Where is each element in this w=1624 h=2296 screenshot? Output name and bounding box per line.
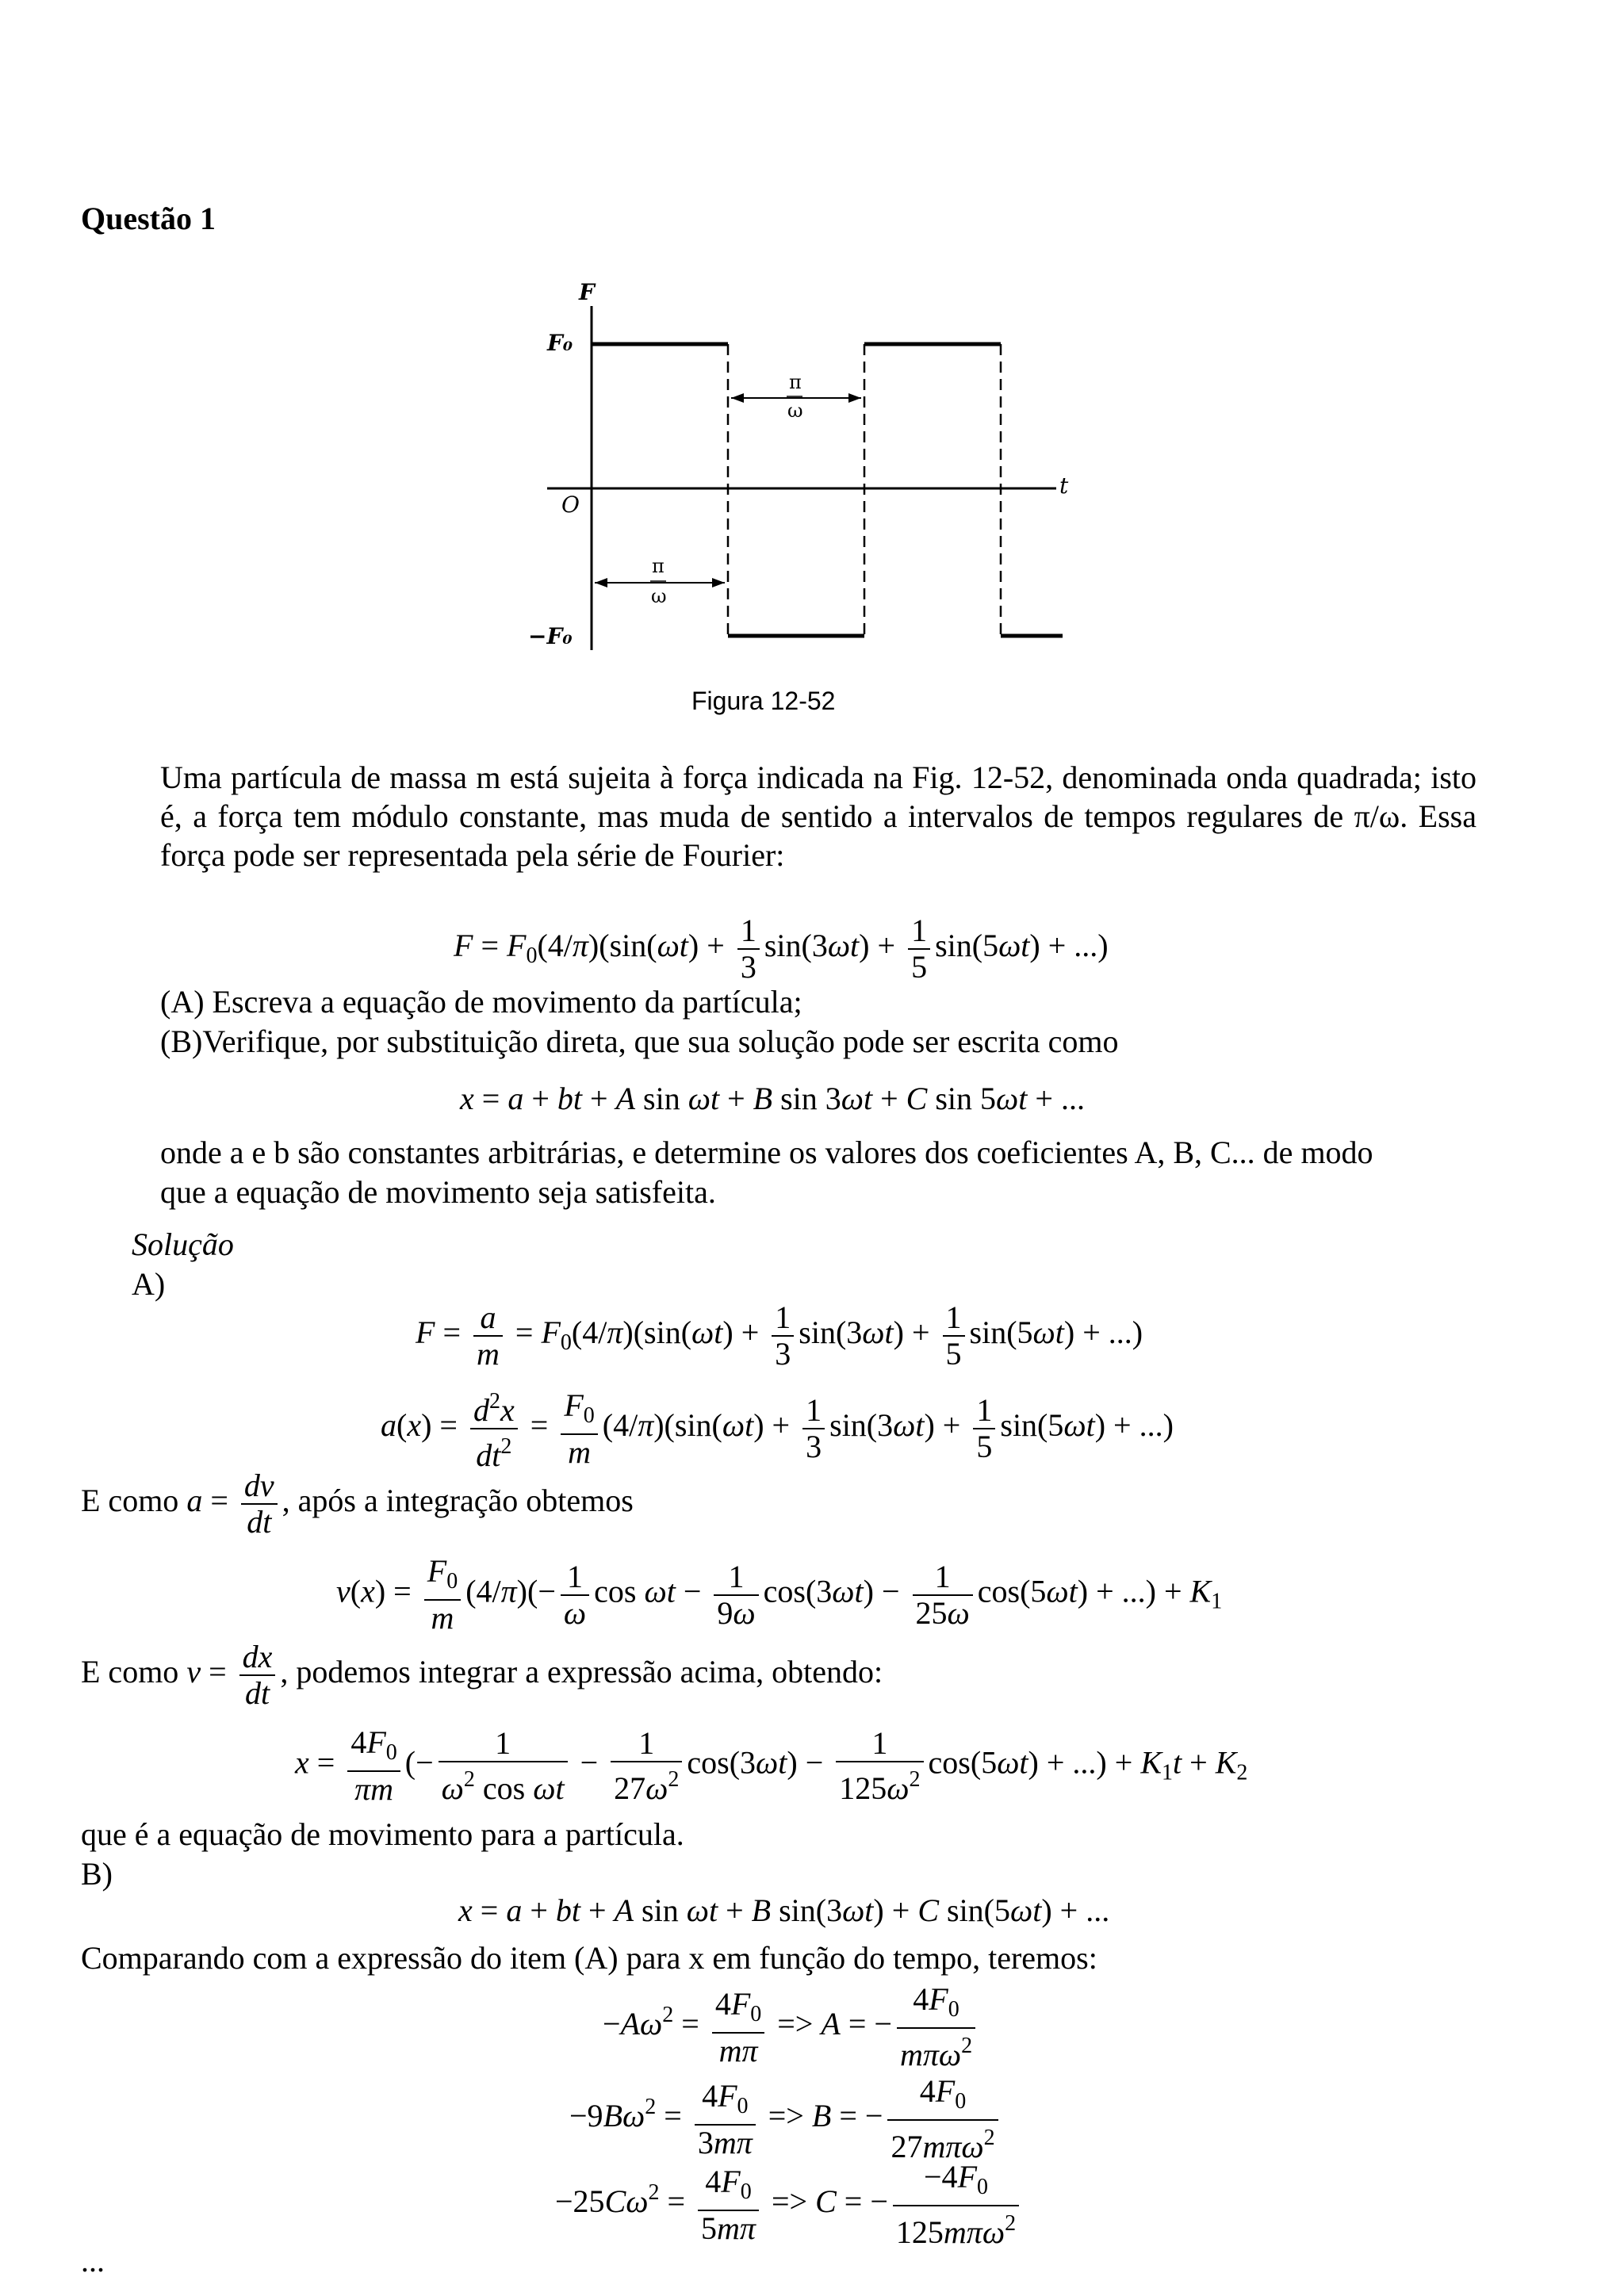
solution-label: Solução bbox=[132, 1226, 234, 1262]
coefficient-b-equation: $-9B\omega^2$ = $\frac{4F_0}{3m\pi}$ => B = − $\frac{4F_0}{27m\pi\omega^2}$ bbox=[569, 2074, 1003, 2164]
coefficient-a-equation: $-A\omega^2$ = $\frac{4F_0}{m\pi}$ => A = − $\frac{4F_0}{m\pi\omega^2}$ bbox=[603, 1982, 980, 2072]
velocity-equation: v(x) = $\frac{F_0}{m}$ (4/π)(− $\frac{1}{\omega}$ cos ωt − $\frac{1}{9\omega}$ cos(3ωt) − $\frac{1}{25\omega}$ cos(5ωt) + ...) + $K_1$ bbox=[336, 1553, 1223, 1636]
label-neg-f0: −F₀ bbox=[528, 623, 573, 649]
label-f: F bbox=[579, 279, 595, 305]
part-b-statement: (B)Verifique, por substituição direta, que sua solução pode ser escrita como bbox=[160, 1024, 1119, 1059]
label-omega-lower: ω bbox=[651, 585, 667, 607]
label-pi-lower: π bbox=[652, 555, 665, 577]
coefficient-c-equation: $-25C\omega^2$ = $\frac{4F_0}{5m\pi}$ => C = − $\frac{-4F_0}{125m\pi\omega^2}$ bbox=[555, 2160, 1024, 2250]
label-pi-upper: π bbox=[789, 371, 802, 393]
newton-equation: F = $\frac{a}{m}$ = $F_0(4/\pi)(\sin(\omega t)$ + $\frac{1}{3}$ sin(3ωt) + $\frac{1}{5}$ sin(5ωt) + ...) bbox=[416, 1299, 1143, 1372]
solution-form-equation: x = a + bt + A sin ωt + B sin 3ωt + C sin 5ωt + ... bbox=[460, 1081, 1085, 1116]
figure-caption: Figura 12-52 bbox=[691, 687, 836, 715]
label-omega-upper: ω bbox=[787, 400, 803, 422]
onde-line-1: onde a e b são constantes arbitrárias, e determine os valores dos coeficientes A, B, C... de modo bbox=[160, 1135, 1373, 1170]
question-heading: Questão 1 bbox=[81, 201, 216, 236]
onde-line-2: que a equação de movimento seja satisfeita. bbox=[160, 1174, 716, 1210]
problem-paragraph: Uma partícula de massa m está sujeita à força indicada na Fig. 12-52, denominada onda quadrada; isto é, a força tem módulo constante, mas muda de sentido a intervalos de tempos regulares de π/ω. Essa força pode ser representada pela série de Fourier: bbox=[160, 760, 1477, 873]
comparando-line: Comparando com a expressão do item (A) para x em função do tempo, teremos: bbox=[81, 1940, 1097, 1976]
square-wave-plot bbox=[515, 277, 1086, 682]
fourier-series-equation: $F = F_0(4/\pi)(\sin(\omega t)$ + $\frac{1}{3}$ sin(3ωt) + $\frac{1}{5}$ sin(5ωt) + ...) bbox=[454, 913, 1109, 985]
acceleration-equation: a(x) = $\frac{d^2x}{dt^2}$ = $\frac{F_0}{m}$ (4/π)(sin(ωt) + $\frac{1}{3}$ sin(3ωt) + $\frac{1}{5}$ sin(5ωt) + ...) bbox=[381, 1384, 1174, 1473]
position-equation: x = $\frac{4F_0}{\pi m}$ (− $\frac{1}{\omega^2 \cos \omega t}$ − $\frac{1}{27\omega^2}$ cos(3ωt) − $\frac{1}{125\omega^2}$ cos(5ωt) + ...) + $K_1t + K_2$ bbox=[295, 1724, 1248, 1807]
part-a-statement: (A) Escreva a equação de movimento da partícula; bbox=[160, 984, 802, 1020]
solution-b-form-equation: x = a + bt + A sin ωt + B sin(3ωt) + C sin(5ωt) + ... bbox=[458, 1892, 1110, 1928]
square-wave-figure bbox=[515, 277, 1086, 682]
solution-part-b-label: B) bbox=[81, 1856, 113, 1892]
label-o: O bbox=[561, 492, 580, 518]
solution-part-a-label: A) bbox=[132, 1266, 166, 1302]
dv-dt-line: E como a = $\frac{dv}{dt}$ , após a integração obtemos bbox=[81, 1468, 634, 1540]
label-t: t bbox=[1059, 473, 1069, 499]
que-e-line: que é a equação de movimento para a partícula. bbox=[81, 1816, 684, 1852]
dx-dt-line: E como v = $\frac{dx}{dt}$ , podemos integrar a expressão acima, obtendo: bbox=[81, 1639, 883, 1711]
label-f0: F₀ bbox=[547, 330, 573, 356]
ellipsis: ... bbox=[81, 2243, 105, 2279]
